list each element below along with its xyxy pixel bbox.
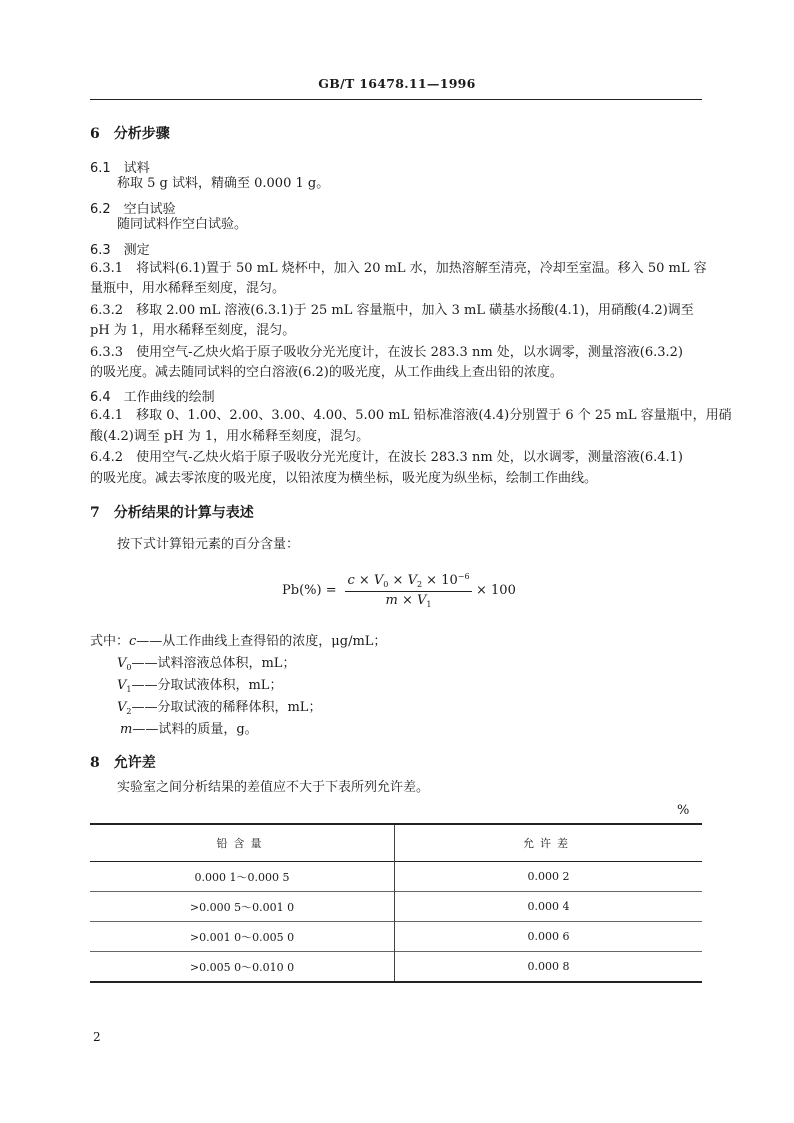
definition-row (120, 720, 258, 740)
formula-v0-sub: 0 (383, 580, 389, 589)
section-6-3-1-line2: 量瓶中，用水稀释至刻度，混匀。 (90, 281, 286, 296)
formula-v1-sub: 1 (426, 600, 432, 609)
section-6-4-1-line1: 6.4.1 移取 0、1.00、2.00、3.00、4.00、5.00 mL 铅标准溶液(4.4)分别置于 6 个 25 mL 容量瓶中，用硝 (90, 408, 732, 423)
definition-text: ——试料溶液总体积，mL； (131, 656, 296, 671)
table-cell: >0.001 0～0.005 0 (90, 922, 395, 952)
definition-subscript: 0 (126, 663, 132, 672)
formula-times: × (354, 573, 374, 588)
section-6-3-title: 6.3 测定 (90, 243, 150, 258)
formula-c: c (347, 573, 355, 588)
table-cell: 0.000 8 (527, 960, 570, 973)
definition-row (117, 654, 295, 675)
formula-ten: × 10 (422, 573, 458, 588)
definition-subscript: 2 (126, 707, 132, 716)
column-header-lead-content: 铅含量 (90, 824, 395, 862)
section-6-3-2-line1: 6.3.2 移取 2.00 mL 溶液(6.3.1)于 25 mL 容量瓶中，加入 3 mL 磺基水扬酸(4.1)，用硝酸(4.2)调至 (90, 303, 694, 318)
section-6-4-2-line2: 的吸光度。减去零浓度的吸光度，以铅浓度为横坐标，吸光度为纵坐标，绘制工作曲线。 (90, 471, 598, 486)
formula-v2-sub: 2 (416, 580, 423, 589)
table-cell: 0.000 1～0.000 5 (90, 862, 395, 892)
section-6-2-text: 随同试料作空白试验。 (117, 217, 248, 232)
table-cell: 0.000 2 (527, 870, 570, 883)
table-row (90, 862, 702, 892)
standard-number-header: GB/T 16478.11—1996 (318, 76, 476, 91)
formula-v0: V (373, 573, 384, 588)
formula-v2: V (407, 573, 417, 588)
section-6-4-1-line2: 酸(4.2)调至 pH 为 1，用水稀释至刻度，混匀。 (90, 429, 370, 444)
header-rule (90, 99, 702, 100)
definition-symbol: c (129, 634, 137, 649)
definition-subscript: 1 (126, 685, 132, 694)
formula-m: m (385, 593, 398, 608)
section-6-3-1-line1: 6.3.1 将试料(6.1)置于 50 mL 烧杯中，加入 20 mL 水，加热溶解至清亮，冷却至室温。移入 50 mL 容 (90, 261, 707, 276)
section-6-3-3-line2: 的吸光度。减去随同试料的空白溶液(6.2)的吸光度，从工作曲线上查出铅的浓度。 (90, 365, 563, 380)
table-cell: 0.000 4 (527, 900, 570, 913)
table-header-row (90, 824, 702, 862)
definition-text: ——从工作曲线上查得铅的浓度，μg/mL； (136, 634, 387, 649)
section-6-3-2-line2: pH 为 1，用水稀释至刻度，混匀。 (90, 323, 296, 338)
table-row (90, 922, 702, 952)
where-prefix: 式中： (90, 634, 130, 649)
section-7-title: 7 分析结果的计算与表述 (90, 505, 254, 521)
formula-exponent: −6 (457, 572, 470, 581)
definition-text: ——试料的质量，g。 (132, 722, 258, 737)
table-cell: 0.000 6 (527, 930, 570, 943)
section-6-1-text: 称取 5 g 试料，精确至 0.000 1 g。 (117, 176, 330, 191)
tolerance-table (90, 823, 702, 983)
table-row (90, 952, 702, 983)
section-6-1-title: 6.1 试料 (90, 161, 150, 176)
column-header-tolerance: 允许差 (523, 837, 574, 850)
formula-times: × (397, 593, 417, 608)
section-6-4-2-line1: 6.4.2 使用空气-乙炔火焰于原子吸收分光光度计，在波长 283.3 nm 处，以水调零，测量溶液(6.4.1) (90, 450, 684, 465)
page-number: 2 (93, 1030, 101, 1044)
table-unit: % (677, 803, 690, 818)
definition-row (90, 632, 386, 652)
section-7-intro: 按下式计算铅元素的百分含量： (117, 537, 300, 552)
formula-fraction-bar (345, 591, 472, 592)
section-8-title: 8 允许差 (90, 755, 156, 771)
formula-rhs: × 100 (476, 583, 516, 598)
formula-times: × (388, 573, 408, 588)
definition-row (117, 676, 282, 697)
definition-symbol: V (117, 700, 127, 715)
definition-row (117, 698, 321, 719)
definition-text: ——分取试液的稀释体积，mL； (131, 700, 322, 715)
section-6-3-3-line1: 6.3.3 使用空气-乙炔火焰于原子吸收分光光度计，在波长 283.3 nm 处，以水调零，测量溶液(6.3.2) (90, 345, 684, 360)
table-cell: >0.000 5～0.001 0 (90, 892, 395, 922)
definition-text: ——分取试液体积，mL； (131, 678, 283, 693)
formula-numerator (345, 573, 472, 588)
section-6-title: 6 分析步骤 (90, 126, 170, 142)
formula-v1: V (417, 593, 427, 608)
section-6-4-title: 6.4 工作曲线的绘制 (90, 390, 215, 405)
section-6-2-title: 6.2 空白试验 (90, 202, 176, 217)
definition-symbol: m (120, 722, 133, 737)
section-8-intro: 实验室之间分析结果的差值应不大于下表所列允许差。 (117, 780, 430, 795)
table-cell: >0.005 0～0.010 0 (90, 952, 395, 983)
formula-denominator (345, 593, 472, 608)
table-row (90, 892, 702, 922)
definition-symbol: V (117, 656, 127, 671)
formula-lhs: Pb(%) = (282, 583, 337, 598)
definition-symbol: V (117, 678, 127, 693)
